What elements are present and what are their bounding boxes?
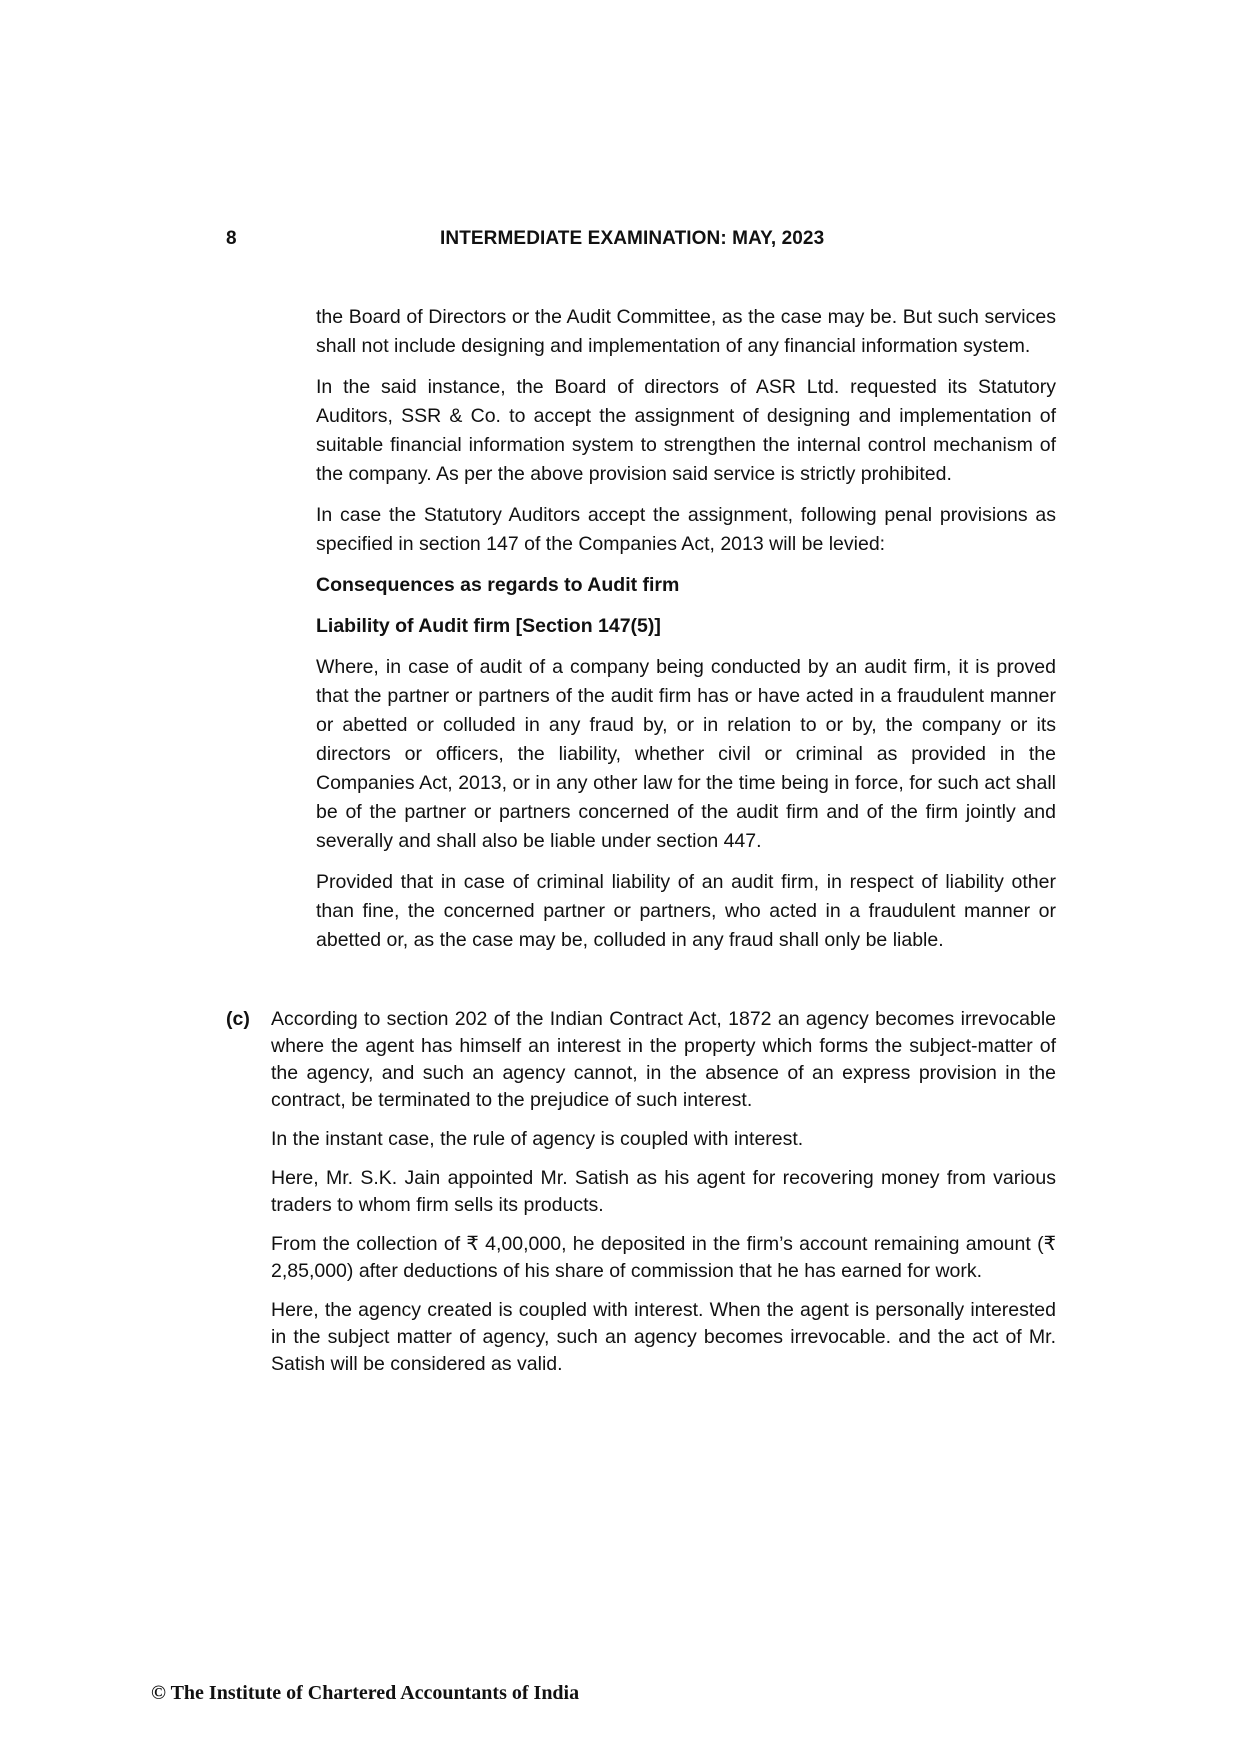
paragraph: In case the Statutory Auditors accept the assignment, following penal provisions as specified in section 147 of the Companies Act, 2013 will be levied: — [316, 504, 1056, 555]
paragraph: Where, in case of audit of a company being conducted by an audit firm, it is proved that the partner or partners of the audit firm has or have acted in a fraudulent manner or abetted or colluded in any fraud by, or in relation to or by, the company or its directors or officers, the liability, whether civil or criminal as provided in the Companies Act, 2013, or in any other law for the time being in force, for such act shall be of the partner or partners concerned of the audit firm and of the firm jointly and severally and shall also be liable under section 447. — [316, 656, 1056, 852]
paragraph: Provided that in case of criminal liability of an audit firm, in respect of liability other than fine, the concerned partner or partners, who acted in a fraudulent manner or abetted or, as the case may be, colluded in any fraud shall only be liable. — [316, 871, 1056, 951]
section-heading: Consequences as regards to Audit firm — [316, 574, 680, 596]
paragraph: From the collection of ₹ 4,00,000, he deposited in the firm’s account remaining amount (₹ 2,85,000) after deductions of his share of commission that he has earned for work. — [271, 1233, 1056, 1282]
item-label: (c) — [226, 1008, 250, 1030]
paragraph: In the instant case, the rule of agency is coupled with interest. — [271, 1128, 804, 1150]
page-number: 8 — [226, 228, 237, 249]
paragraph: the Board of Directors or the Audit Committee, as the case may be. But such services shall not include designing and implementation of any financial information system. — [316, 306, 1056, 357]
paragraph: Here, Mr. S.K. Jain appointed Mr. Satish as his agent for recovering money from various traders to whom firm sells its products. — [271, 1167, 1056, 1216]
paragraph: In the said instance, the Board of directors of ASR Ltd. requested its Statutory Auditors, SSR & Co. to accept the assignment of designing and implementation of suitable financial information system to strengthen the internal control mechanism of the company. As per the above provision said service is strictly prohibited. — [316, 376, 1056, 485]
answer-item-c — [226, 1006, 1056, 1390]
answer-body — [316, 303, 1056, 967]
paragraph: Here, the agency created is coupled with interest. When the agent is personally interested in the subject matter of agency, such an agency becomes irrevocable. and the act of Mr. Satish will be considered as valid. — [271, 1299, 1056, 1375]
copyright-footer: © The Institute of Chartered Accountants of India — [151, 1682, 580, 1704]
paragraph: According to section 202 of the Indian Contract Act, 1872 an agency becomes irrevocable where the agent has himself an interest in the property which forms the subject-matter of the agency, and such an agency cannot, in the absence of an express provision in the contract, be terminated to the prejudice of such interest. — [271, 1008, 1056, 1111]
page-header-title: INTERMEDIATE EXAMINATION: MAY, 2023 — [440, 228, 825, 249]
section-subheading: Liability of Audit firm [Section 147(5)] — [316, 615, 661, 637]
item-content — [271, 1006, 1056, 1378]
